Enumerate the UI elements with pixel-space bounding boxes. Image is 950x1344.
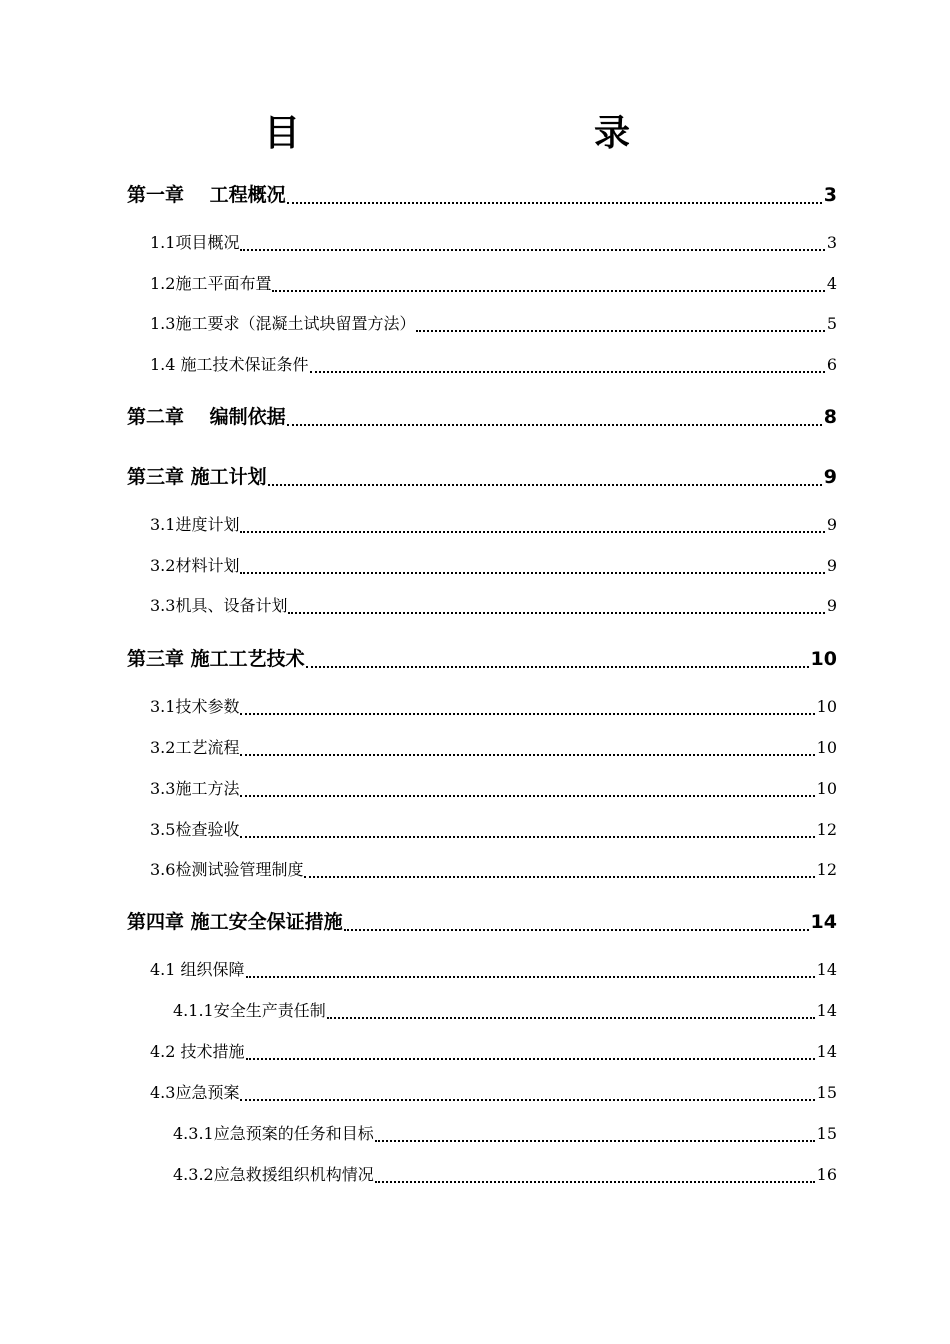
toc-page-number: 10 [816,738,837,757]
toc-section-4-3-2[interactable] [173,1161,837,1189]
toc-page-number: 9 [826,515,837,534]
dot-leader [310,363,825,373]
toc-entry-title: 第一章 工程概况 [127,184,286,206]
toc-entry-title: 1.1项目概况 [150,233,240,252]
toc-page-number: 3 [823,184,837,206]
dot-leader [272,282,824,292]
toc-entry-title: 1.4 施工技术保证条件 [150,355,309,374]
toc-page-number: 14 [810,911,837,933]
toc-page-number: 14 [816,1042,837,1061]
toc-page-number: 10 [816,779,837,798]
toc-page-number: 14 [816,1001,837,1020]
toc-page-number: 3 [826,233,837,252]
dot-leader [246,1050,815,1060]
toc-entry-title: 3.3机具、设备计划 [150,596,288,615]
dot-leader [240,1091,814,1101]
toc-entry-title: 第三章 施工工艺技术 [127,648,305,670]
dot-leader [375,1132,815,1142]
toc-entry-title: 3.1技术参数 [150,697,240,716]
dot-leader [288,604,824,614]
toc-title: 目 录 [263,112,704,154]
toc-page-number: 12 [816,860,837,879]
toc-page-number: 15 [816,1124,837,1143]
toc-chapter-3-plan[interactable] [127,463,837,491]
toc-section-3-3-equipment[interactable] [150,592,837,620]
toc-section-3-2-materials[interactable] [150,552,837,580]
toc-section-3-3-method[interactable] [150,775,837,803]
dot-leader [375,1173,815,1183]
toc-entry-title: 3.2材料计划 [150,556,240,575]
toc-section-3-1-parameters[interactable] [150,693,837,721]
toc-entry-title: 3.5检查验收 [150,820,240,839]
toc-section-4-2[interactable] [150,1038,837,1066]
dot-leader [240,828,814,838]
toc-page-number: 14 [816,960,837,979]
toc-section-1-4[interactable] [150,351,837,379]
toc-entry-title: 4.3.1应急预案的任务和目标 [173,1124,374,1143]
toc-section-3-1-schedule[interactable] [150,511,837,539]
toc-section-4-1[interactable] [150,956,837,984]
toc-entry-title: 第四章 施工安全保证措施 [127,911,343,933]
dot-leader [304,868,814,878]
toc-page-number: 16 [816,1165,837,1184]
toc-entry-title: 第三章 施工计划 [127,466,267,488]
dot-leader [416,322,824,332]
toc-section-1-2[interactable] [150,270,837,298]
toc-section-3-6-testing[interactable] [150,856,837,884]
toc-chapter-3-technology[interactable] [127,645,837,673]
toc-section-4-3-1[interactable] [173,1120,837,1148]
toc-entry-title: 1.2施工平面布置 [150,274,272,293]
toc-entry-title: 3.6检测试验管理制度 [150,860,304,879]
dot-leader [287,416,822,426]
dot-leader [344,921,809,931]
toc-page-number: 12 [816,820,837,839]
toc-section-1-3[interactable] [150,310,837,338]
toc-page-number: 9 [823,466,837,488]
toc-entry-title: 4.2 技术措施 [150,1042,245,1061]
toc-chapter-2[interactable] [127,403,837,431]
dot-leader [246,968,815,978]
toc-section-3-5-inspection[interactable] [150,816,837,844]
toc-page-number: 15 [816,1083,837,1102]
toc-entry-title: 4.1 组织保障 [150,960,245,979]
toc-entry-title: 第二章 编制依据 [127,406,286,428]
toc-section-3-2-process[interactable] [150,734,837,762]
toc-page-number: 6 [826,355,837,374]
dot-leader [287,194,822,204]
toc-page-number: 4 [826,274,837,293]
toc-entry-title: 4.3.2应急救援组织机构情况 [173,1165,374,1184]
toc-chapter-1[interactable] [127,181,837,209]
toc-entry-title: 1.3施工要求（混凝土试块留置方法） [150,314,416,333]
dot-leader [240,746,814,756]
toc-chapter-4[interactable] [127,908,837,936]
dot-leader [240,241,824,251]
dot-leader [327,1009,815,1019]
toc-page-number: 10 [816,697,837,716]
toc-entry-title: 4.1.1安全生产责任制 [173,1001,326,1020]
dot-leader [240,523,824,533]
toc-entry-title: 3.1进度计划 [150,515,240,534]
toc-entry-title: 3.2工艺流程 [150,738,240,757]
toc-page-number: 9 [826,556,837,575]
toc-section-1-1[interactable] [150,229,837,257]
toc-page-number: 5 [826,314,837,333]
dot-leader [240,564,824,574]
dot-leader [240,787,814,797]
toc-entry-title: 3.3施工方法 [150,779,240,798]
dot-leader [306,658,809,668]
toc-page-number: 10 [810,648,837,670]
toc-page-number: 9 [826,596,837,615]
toc-section-4-3[interactable] [150,1079,837,1107]
dot-leader [240,705,814,715]
toc-entry-title: 4.3应急预案 [150,1083,240,1102]
dot-leader [268,476,822,486]
toc-page-number: 8 [823,406,837,428]
toc-section-4-1-1[interactable] [173,997,837,1025]
